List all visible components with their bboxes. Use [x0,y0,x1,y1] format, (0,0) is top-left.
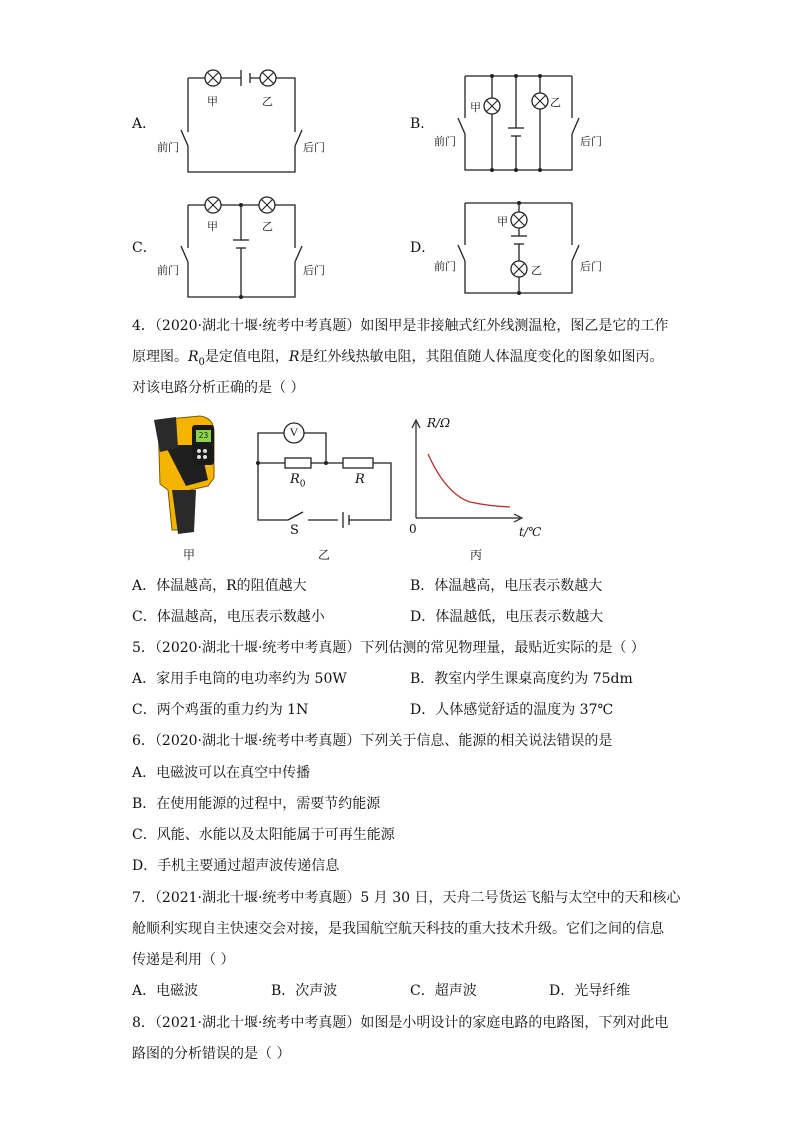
switch-label: 后门 [580,260,602,273]
q7-stem-line2: 舱顺利实现自主快速交会对接，是我国航空航天科技的重大技术升级。它们之间的信息 [132,921,664,937]
q8-stem-line2: 路图的分析错误的是（ ） [132,1046,291,1062]
switch-label: 后门 [303,264,325,277]
graph-y-axis-label: R/Ω [427,416,451,430]
switch-label: 前门 [157,264,179,277]
q5-option-c: C．两个鸡蛋的重力约为 1N [132,702,309,718]
q7-stem-line3: 传递是利用（ ） [132,952,235,968]
lamp-label: 乙 [262,220,273,233]
q7-option-b: B．次声波 [271,983,338,999]
graph-origin: 0 [409,522,417,536]
lamp-label: 乙 [262,95,273,108]
switch-label: 前门 [434,135,456,148]
figure-bing-caption: 丙 [470,548,483,562]
switch-label: 前门 [157,141,179,154]
q4-stem-line2: 原理图。$R_0$是定值电阻，R是红外线热敏电阻，其阻值随人体温度变化的图象如图丙。 [132,349,664,368]
lamp-label: 乙 [531,264,542,277]
q7-stem-line1: 7．（2021·湖北十堰·统考中考真题）5 月 30 日，天舟二号货运飞船与太空中的天和核心 [132,890,681,906]
switch-s-label: S [290,523,299,538]
switch-label: 前门 [434,260,456,273]
switch-label: 后门 [580,135,602,148]
q6-option-c: C．风能、水能以及太阳能属于可再生能源 [132,827,395,843]
voltmeter-label: V [289,425,299,439]
lamp-label: 甲 [470,101,481,114]
option-c-letter: C． [132,240,157,256]
q7-option-d: D．光导纤维 [549,983,631,999]
q4-option-b: B．体温越高，电压表示数越大 [410,578,603,594]
q4-option-a: A．体温越高，R的阻值越大 [132,578,307,594]
figure-yi-caption: 乙 [318,548,331,562]
q5-option-b: B．教室内学生课桌高度约为 75dm [410,671,633,687]
q5-option-a: A．家用手电筒的电功率约为 50W [132,671,347,687]
q4-option-d: D．体温越低，电压表示数越大 [410,609,604,625]
lamp-label: 甲 [497,215,508,228]
gun-display-value: 23 [198,431,209,440]
option-d-letter: D． [410,240,436,256]
q6-option-d: D．手机主要通过超声波传递信息 [132,858,340,874]
q6-option-b: B．在使用能源的过程中，需要节约能源 [132,796,381,812]
switch-label: 后门 [303,141,325,154]
figure-jia-caption: 甲 [183,548,196,562]
lamp-label: 乙 [550,96,561,109]
q5-stem: 5．（2020·湖北十堰·统考中考真题）下列估测的常见物理量，最贴近实际的是（ ） [132,640,645,656]
q4-option-c: C．体温越高，电压表示数越小 [132,609,325,625]
lamp-label: 甲 [207,95,218,108]
q6-option-a: A．电磁波可以在真空中传播 [132,765,311,781]
option-b-letter: B． [410,116,435,132]
r-vs-t-graph [0,0,794,560]
q7-option-c: C．超声波 [410,983,477,999]
q4-stem-line3: 对该电路分析正确的是（ ） [132,380,305,396]
q7-option-a: A．电磁波 [132,983,199,999]
q5-option-d: D．人体感觉舒适的温度为 37℃ [410,702,614,718]
q4-stem-line1: 4．（2020·湖北十堰·统考中考真题）如图甲是非接触式红外线测温枪，图乙是它的工作 [132,318,669,334]
graph-x-axis-label: t/℃ [519,525,542,539]
q8-stem-line1: 8．（2021·湖北十堰·统考中考真题）如图是小明设计的家庭电路的电路图，下列对此电 [132,1015,669,1031]
r-t-curve [428,454,510,507]
q6-stem: 6．（2020·湖北十堰·统考中考真题）下列关于信息、能源的相关说法错误的是 [132,733,613,749]
r-label: R [355,472,365,487]
r0-label: $R_0$ [290,472,306,490]
lamp-label: 甲 [207,220,218,233]
option-a-letter: A． [132,116,157,132]
